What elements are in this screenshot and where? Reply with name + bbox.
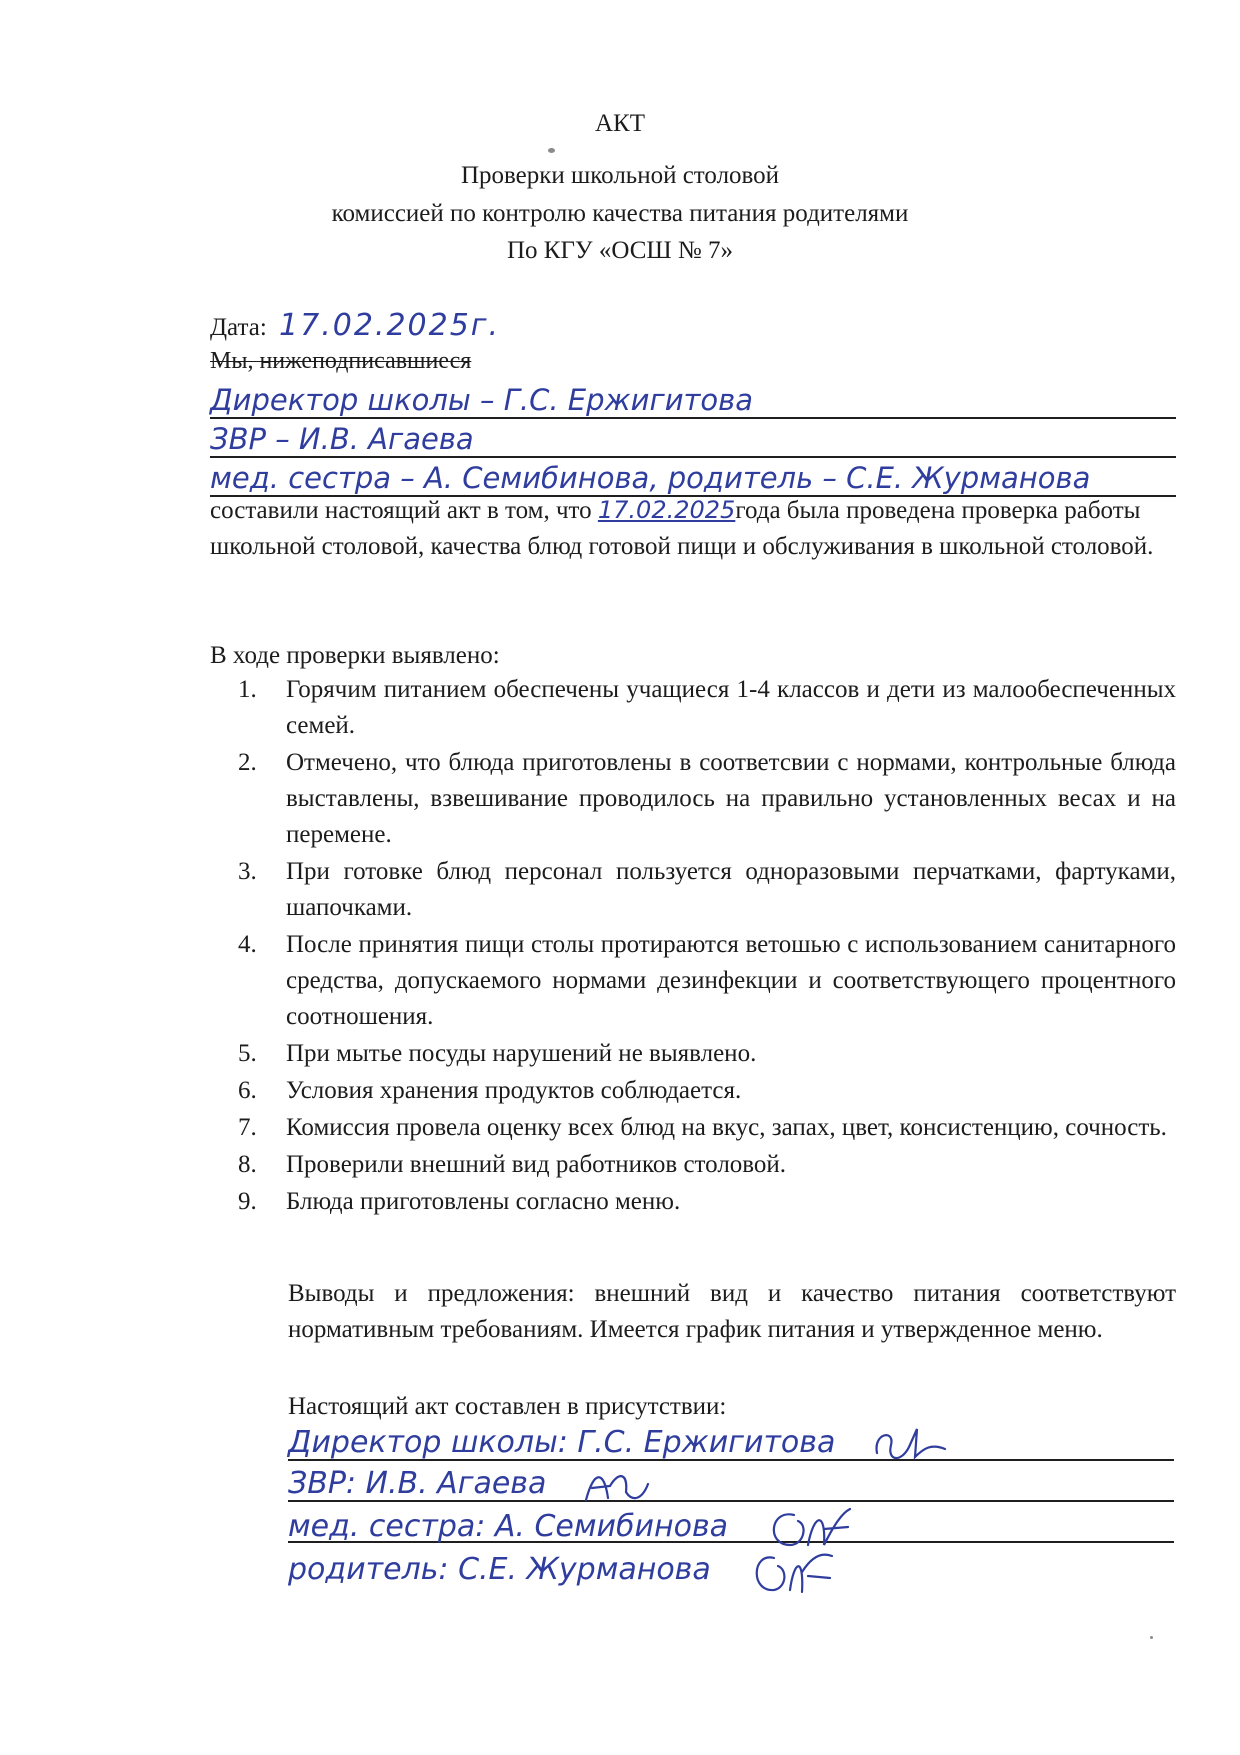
document-title: АКТ [595, 110, 645, 137]
intro-label: Мы, нижеподписавшиеся [210, 348, 472, 374]
finding-item-5 [238, 1036, 1176, 1072]
finding-item-1 [238, 672, 1176, 744]
document-subtitle-line3: По КГУ «ОСШ № 7» [507, 237, 733, 264]
member-line-1 [210, 383, 1176, 419]
scan-speck [1150, 1636, 1153, 1639]
document-subtitle-line1: Проверки школьной столовой [460, 162, 780, 189]
finding-text: После принятия пищи столы протираются ветошью с использованием санитарного средства, допускаемого нормами дезинфекции и соответствующего процентного соотношения. [286, 931, 1176, 1030]
finding-text: Проверили внешний вид работников столовой. [286, 1151, 787, 1178]
finding-text: Условия хранения продуктов соблюдается. [286, 1077, 742, 1104]
statement-paragraph [210, 492, 1176, 565]
finding-text: Отмечено, что блюда приготовлены в соответсвии с нормами, контрольные блюда выставлены, взвешивание проводилось на правильно установленных весах и на перемене. [286, 749, 1176, 848]
scan-speck [548, 148, 555, 153]
findings-title: В ходе проверки выявлено: [210, 642, 500, 669]
finding-item-4 [238, 927, 1176, 1035]
finding-item-8 [238, 1147, 1176, 1183]
member-line-2 [210, 422, 1176, 458]
statement-before: составили настоящий акт в том, что [210, 497, 598, 524]
document-subtitle-line2: комиссией по контролю качества питания родителями [331, 200, 909, 227]
finding-item-9 [238, 1184, 1176, 1220]
signatory-line-2 [288, 1464, 1174, 1502]
finding-item-6 [238, 1073, 1176, 1109]
member-1-handwritten: Директор школы – Г.С. Ержигитова [210, 383, 754, 417]
findings-list [238, 672, 1176, 1221]
signatory-4-handwritten: родитель: С.Е. Журманова [288, 1551, 711, 1587]
statement-after: года была проведена проверка работы школьной столовой, качества блюд готовой пищи и обслуживания в школьной столовой. [210, 497, 1154, 560]
finding-text: При готовке блюд персонал пользуется одноразовыми перчатками, фартуками, шапочками. [286, 858, 1176, 921]
finding-text: Горячим питанием обеспечены учащиеся 1-4 классов и дети из малообеспеченных семей. [286, 676, 1176, 739]
date-label: Дата: [210, 314, 267, 341]
signature-scribble-4 [746, 1546, 836, 1598]
signatory-3-handwritten: мед. сестра: А. Семибинова [288, 1508, 729, 1544]
signatory-line-4 [288, 1546, 1174, 1587]
signatory-2-handwritten: ЗВР: И.В. Агаева [288, 1465, 547, 1501]
signature-scribble-2 [582, 1464, 652, 1508]
signatory-line-1 [288, 1423, 1174, 1461]
signature-scribble-1 [871, 1423, 951, 1467]
finding-number: 4. [238, 931, 257, 958]
statement-date-handwritten: 17.02.2025 [597, 496, 736, 524]
intro-text [210, 348, 471, 375]
finding-number: 6. [238, 1077, 257, 1104]
finding-text: При мытье посуды нарушений не выявлено. [286, 1040, 757, 1067]
signatory-1-handwritten: Директор школы: Г.С. Ержигитова [288, 1424, 836, 1460]
presence-label: Настоящий акт составлен в присутствии: [288, 1393, 727, 1420]
finding-number: 7. [238, 1114, 257, 1141]
finding-item-7 [238, 1110, 1176, 1146]
finding-number: 5. [238, 1040, 257, 1067]
finding-item-2 [238, 745, 1176, 853]
member-3-handwritten: мед. сестра – А. Семибинова, родитель – С.Е. Журманова [210, 461, 1091, 495]
finding-item-3 [238, 854, 1176, 926]
finding-number: 9. [238, 1188, 257, 1215]
date-line [210, 308, 500, 343]
conclusions-paragraph: Выводы и предложения: внешний вид и качество питания соответствуют нормативным требованиям. Имеется график питания и утвержденное меню. [288, 1280, 1176, 1343]
finding-number: 8. [238, 1151, 257, 1178]
finding-text: Блюда приготовлены согласно меню. [286, 1188, 681, 1215]
finding-number: 2. [238, 749, 257, 776]
signatory-line-3 [288, 1505, 1174, 1543]
member-2-handwritten: ЗВР – И.В. Агаева [210, 422, 474, 456]
finding-text: Комиссия провела оценку всех блюд на вкус, запах, цвет, консистенцию, сочность. [286, 1114, 1167, 1141]
finding-number: 3. [238, 858, 257, 885]
finding-number: 1. [238, 676, 257, 703]
date-value-handwritten: 17.02.2025г. [279, 308, 501, 343]
